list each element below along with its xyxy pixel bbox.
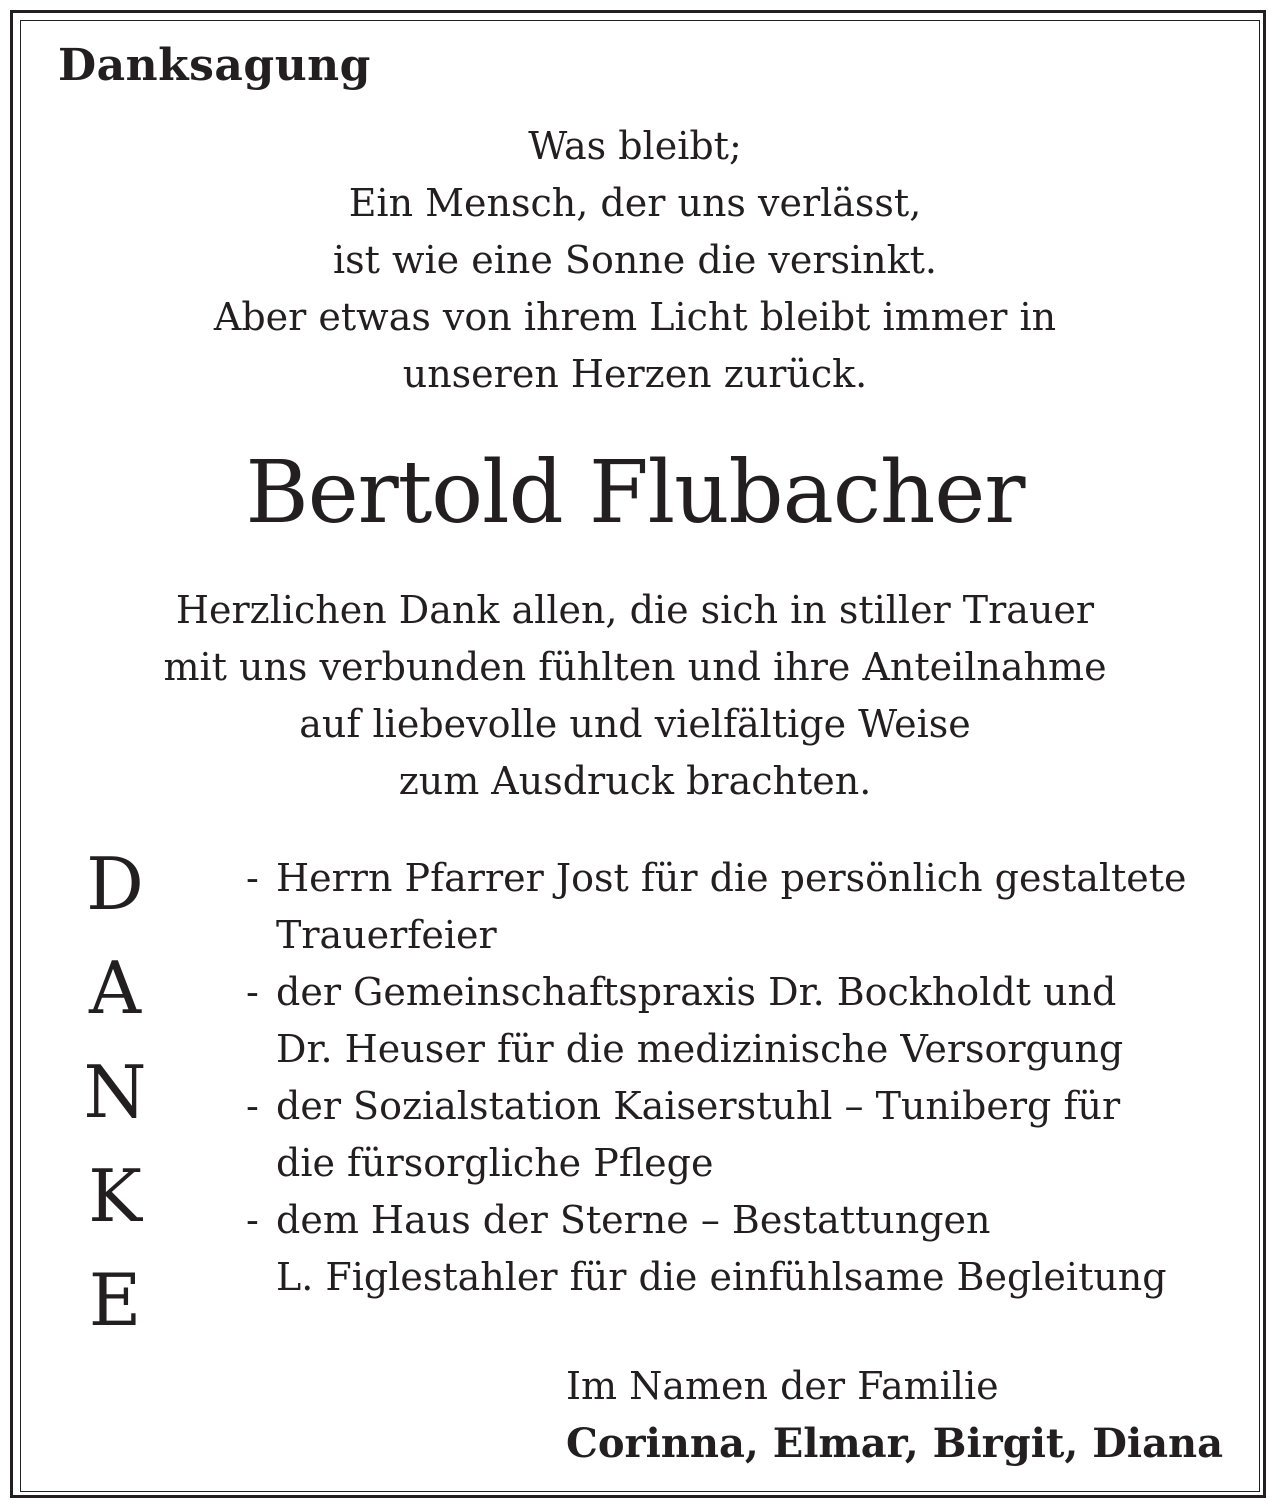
list-item-line: der Sozialstation Kaiserstuhl – Tuniberg für <box>276 1084 1121 1128</box>
poem-line: Was bleibt; <box>528 124 742 168</box>
list-item-line: die fürsorgliche Pflege <box>276 1141 714 1185</box>
danke-letter: A <box>89 946 141 1030</box>
list-dash: - <box>246 970 259 1014</box>
poem-line: Ein Mensch, der uns verlässt, <box>348 181 922 225</box>
danke-letter: N <box>83 1050 147 1134</box>
list-dash: - <box>246 856 259 900</box>
list-dash: - <box>246 1084 259 1128</box>
list-item <box>246 850 1256 964</box>
heading-danksagung: Danksagung <box>58 40 371 91</box>
list-item-line: Dr. Heuser für die medizinische Versorgung <box>276 1027 1124 1071</box>
list-item-line: Trauerfeier <box>276 913 497 957</box>
thanks-paragraph <box>0 582 1270 810</box>
signoff <box>566 1358 1223 1472</box>
poem <box>0 118 1270 403</box>
list-item-line: dem Haus der Sterne – Bestattungen <box>276 1198 991 1242</box>
acknowledgement-list <box>246 850 1256 1306</box>
thanks-line: zum Ausdruck brachten. <box>398 759 872 803</box>
danke-vertical <box>80 832 150 1352</box>
thanks-line: auf liebevolle und vielfältige Weise <box>299 702 971 746</box>
list-item-line: L. Figlestahler für die einfühlsame Begleitung <box>276 1255 1167 1299</box>
list-item <box>246 1192 1256 1306</box>
signoff-names: Corinna, Elmar, Birgit, Diana <box>566 1420 1224 1467</box>
list-item <box>246 1078 1256 1192</box>
danke-letter: E <box>88 1258 142 1342</box>
list-item-line: Herrn Pfarrer Jost für die persönlich gestaltete <box>276 856 1187 900</box>
poem-line: ist wie eine Sonne die versinkt. <box>332 238 938 282</box>
list-dash: - <box>246 1198 259 1242</box>
poem-line: Aber etwas von ihrem Licht bleibt immer in <box>213 295 1057 339</box>
signoff-intro: Im Namen der Familie <box>566 1364 999 1408</box>
list-item <box>246 964 1256 1078</box>
danke-letter: D <box>86 842 144 926</box>
thanks-line: Herzlichen Dank allen, die sich in stiller Trauer <box>175 588 1095 632</box>
danke-letter: K <box>88 1154 142 1238</box>
poem-line: unseren Herzen zurück. <box>402 352 868 396</box>
thanks-line: mit uns verbunden fühlten und ihre Anteilnahme <box>163 645 1107 689</box>
deceased-name: Bertold Flubacher <box>245 443 1025 543</box>
list-item-line: der Gemeinschaftspraxis Dr. Bockholdt und <box>276 970 1117 1014</box>
